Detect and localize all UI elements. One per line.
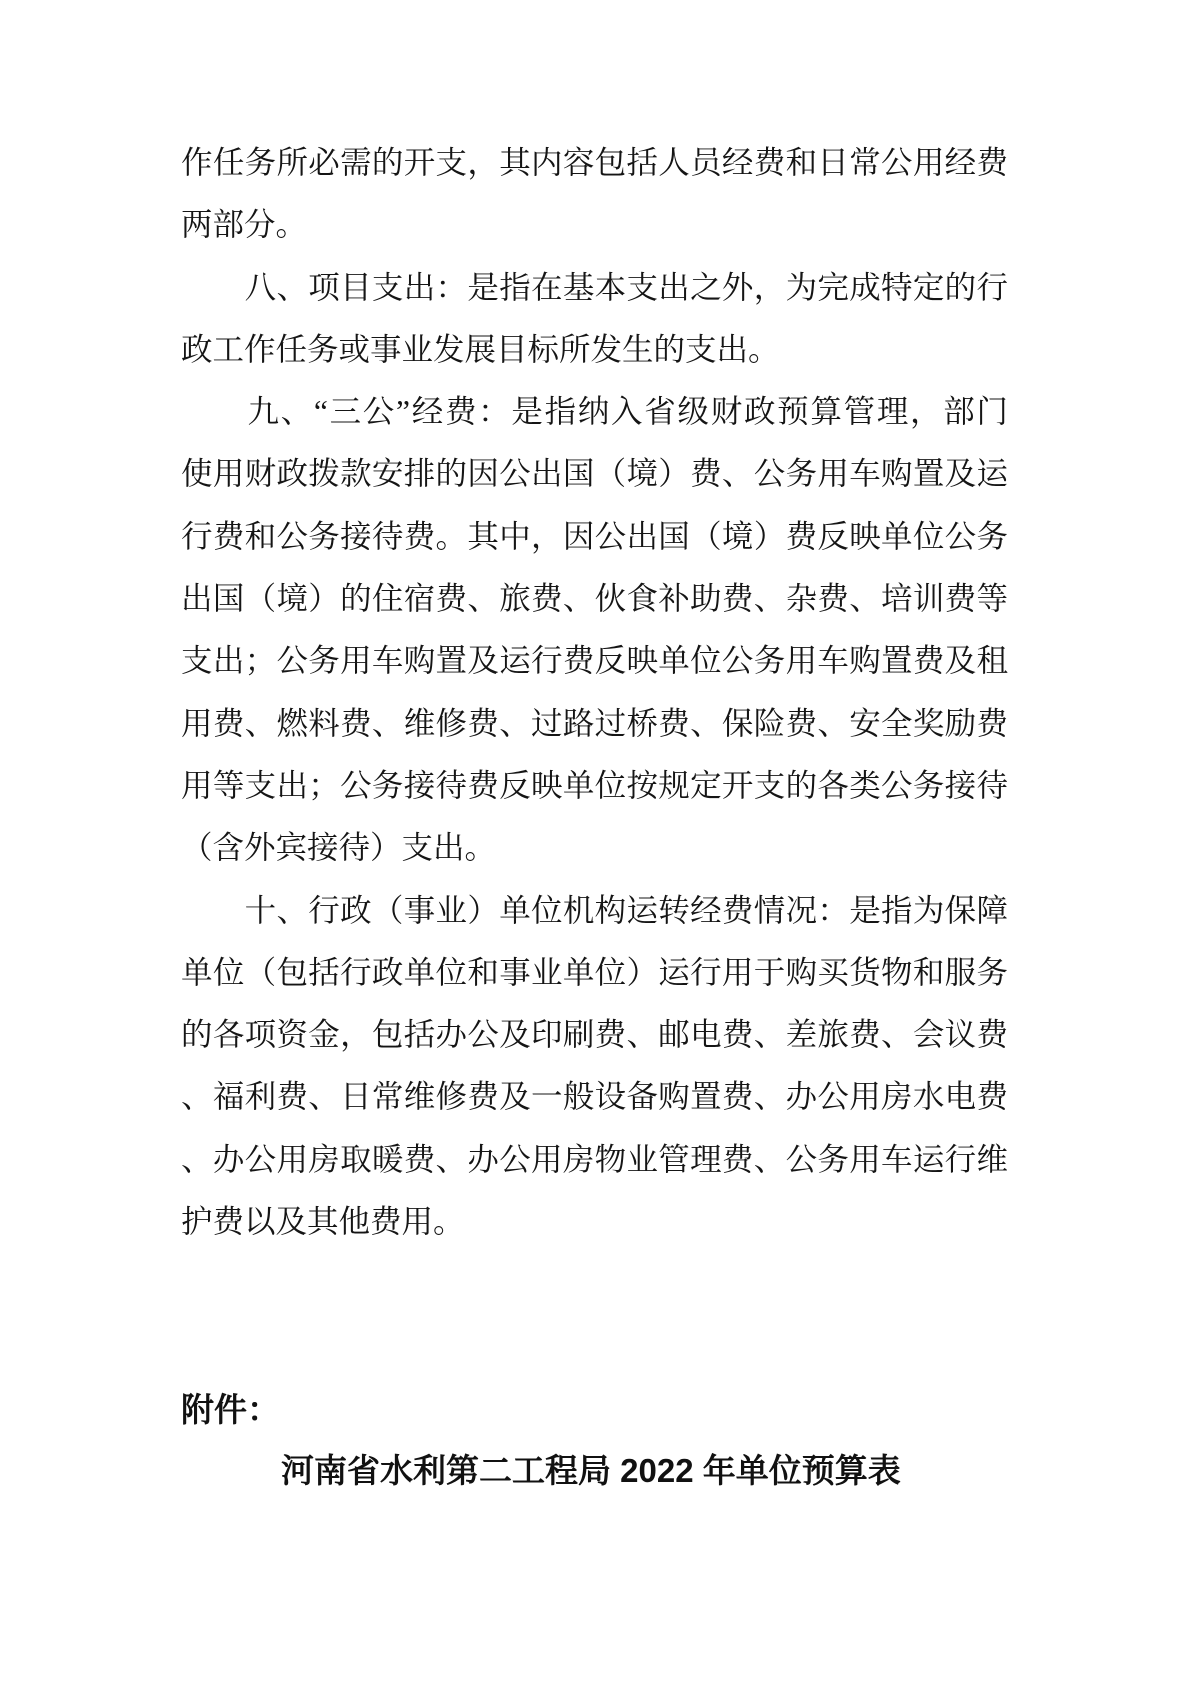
- body-line: 政工作任务或事业发展目标所发生的支出。: [181, 331, 780, 367]
- body-line: 两部分。: [181, 207, 308, 243]
- body-line: 用等支出；公务接待费反映单位按规定开支的各类公务接待: [181, 767, 1008, 803]
- attachment-label: 附件：: [181, 1391, 280, 1428]
- body-line: 行费和公务接待费。其中，因公出国（境）费反映单位公务: [181, 518, 1008, 554]
- body-text: [181, 132, 1008, 1253]
- body-line: 出国（境）的住宿费、旅费、伙食补助费、杂费、培训费等: [181, 581, 1008, 617]
- body-line: 使用财政拨款安排的因公出国（境）费、公务用车购置及运: [181, 456, 1008, 492]
- body-line: （含外宾接待）支出。: [181, 830, 497, 866]
- body-line: 单位（包括行政单位和事业单位）运行用于购买货物和服务: [181, 954, 1008, 990]
- body-line: 、福利费、日常维修费及一般设备购置费、办公用房水电费: [181, 1079, 1008, 1115]
- body-line: 护费以及其他费用。: [181, 1204, 465, 1240]
- body-line: 作任务所必需的开支，其内容包括人员经费和日常公用经费: [181, 145, 1008, 180]
- body-line: 八、项目支出：是指在基本支出之外，为完成特定的行: [181, 269, 1008, 305]
- body-line: 用费、燃料费、维修费、过路过桥费、保险费、安全奖励费: [181, 705, 1008, 741]
- body-line: 九、“三公”经费：是指纳入省级财政预算管理，部门: [181, 394, 1008, 430]
- attachment-title: 河南省水利第二工程局 2022 年单位预算表: [281, 1452, 901, 1489]
- body-line: 十、行政（事业）单位机构运转经费情况：是指为保障: [181, 892, 1008, 928]
- body-line: 的各项资金，包括办公及印刷费、邮电费、差旅费、会议费: [181, 1017, 1008, 1053]
- body-line: 、办公用房取暖费、办公用房物业管理费、公务用车运行维: [181, 1141, 1008, 1177]
- body-line: 支出；公务用车购置及运行费反映单位公务用车购置费及租: [181, 643, 1008, 679]
